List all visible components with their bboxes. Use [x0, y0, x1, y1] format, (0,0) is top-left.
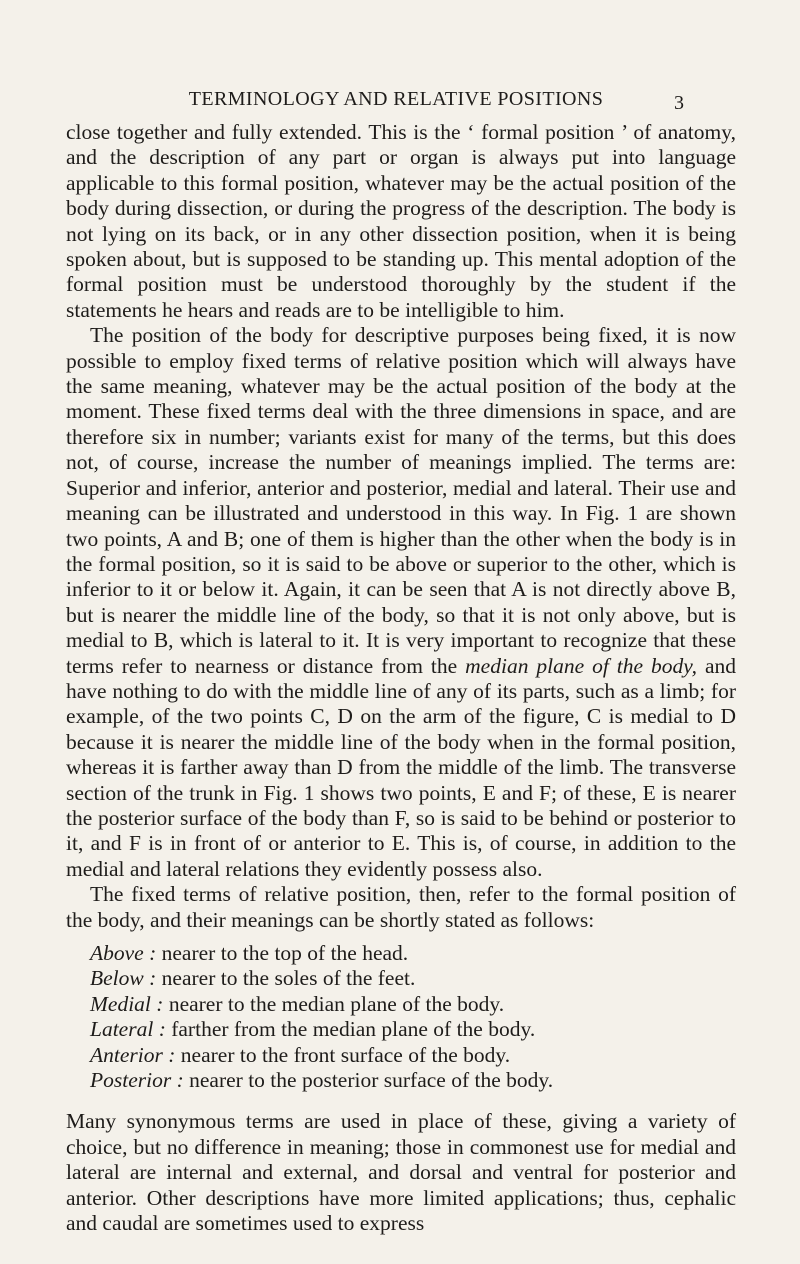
definition-meaning: nearer to the median plane of the body. [168, 991, 505, 1016]
definition-anterior [66, 1043, 736, 1068]
definition-meaning: nearer to the top of the head. [161, 941, 409, 965]
paragraph-2-part-1: The position of the body for descriptive purposes being fixed, it is now possible to employ fixed terms of relative position which will always have the same meaning, whatever may be the actual position of the body at the moment. These fixed terms deal with the three dimensions in space, and are therefore six in number; variants exist for many of the terms, but this does not, of course, increase the number of meanings implied. The terms are: Superior and inferior, anterior and posterior, medial and lateral. Their use and meaning can be illustrated and understood in this way. In Fig. 1 are shown two points, A and B; one of them is higher than the other when the body is in the formal position, so it is said to be above or superior to the other, which is inferior to it or below it. Again, it can be seen that A is not directly above B, but is nearer the middle line of the body, so that it is not only above, but is medial to B, which is lateral to it. It is very important to recognize that these terms refer to nearness or distance from the [66, 323, 736, 678]
definition-term: Anterior : [90, 1042, 176, 1067]
page-number: 3 [674, 92, 684, 114]
definition-term: Lateral : [90, 1017, 166, 1042]
paragraph-2 [66, 323, 736, 882]
definition-meaning: farther from the median plane of the body. [171, 1017, 536, 1042]
page-body [66, 120, 736, 1236]
paragraph-2-part-2: and have nothing to do with the middle line of any of its parts, such as a limb; for example, of the two points C, D on the arm of the figure, C is medial to D because it is nearer the middle line of the body when in the formal position, whereas it is farther away than D from the middle of the limb. The transverse section of the trunk in Fig. 1 shows two points, E and F; of these, E is nearer the posterior surface of the body than F, so is said to be behind or posterior to it, and F is in front of or anterior to E. This is, of course, in addition to the medial and lateral relations they evidently possess also. [66, 653, 737, 881]
definition-term: Above : [90, 941, 157, 965]
definition-meaning: nearer to the posterior surface of the body. [189, 1068, 554, 1093]
definition-above [66, 941, 736, 966]
definition-meaning: nearer to the soles of the feet. [161, 966, 416, 991]
definition-list [66, 941, 736, 1093]
definition-meaning: nearer to the front surface of the body. [180, 1042, 511, 1067]
paragraph-1: close together and fully extended. This is the ‘ formal position ’ of anatomy, and the description of any part or organ is always put into language applicable to this formal position, whatever may be the actual position of the body during dissection, or during the progress of the description. The body is not lying on its back, or in any other dissection position, when it is being spoken about, but is supposed to be standing up. This mental adoption of the formal position must be understood thoroughly by the student if the statements he hears and reads are to be intelligible to him. [66, 120, 736, 322]
paragraph-4: Many synonymous terms are used in place of these, giving a variety of choice, but no difference in meaning; those in commonest use for medial and lateral are internal and external, and dorsal and ventral for posterior and anterior. Other descriptions have more limited applications; thus, cephalic and caudal are sometimes used to express [66, 1109, 736, 1236]
median-plane-emphasis: median plane of the body, [465, 653, 698, 678]
definition-term: Posterior : [90, 1068, 184, 1093]
definition-term: Below : [90, 966, 157, 991]
definition-term: Medial : [90, 991, 164, 1016]
paragraph-spacer [66, 1099, 736, 1109]
definition-medial [66, 992, 736, 1017]
definition-below [66, 966, 736, 991]
definition-lateral [66, 1017, 736, 1042]
running-header: TERMINOLOGY AND RELATIVE POSITIONS [188, 88, 604, 110]
paragraph-3: The fixed terms of relative position, then, refer to the formal position of the body, and their meanings can be shortly stated as follows: [66, 882, 736, 932]
definition-posterior [66, 1068, 736, 1093]
